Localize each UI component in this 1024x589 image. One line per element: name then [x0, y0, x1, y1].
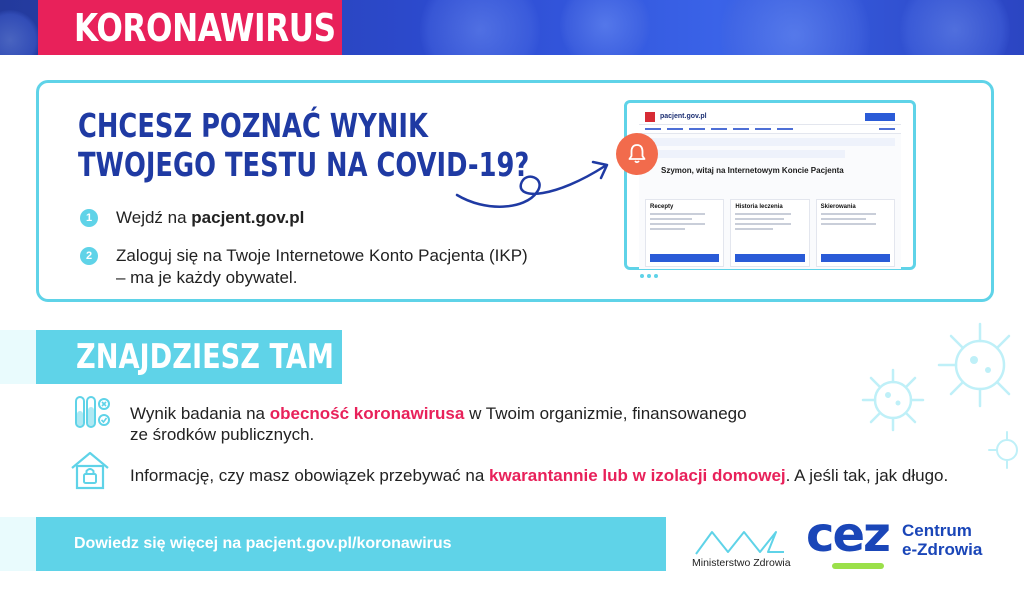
portal-column — [645, 199, 724, 267]
login-button — [865, 113, 895, 121]
virus-icon — [858, 365, 928, 435]
laptop-mockup — [624, 100, 916, 270]
column-title: Historia leczenia — [735, 204, 783, 210]
item-text: . A jeśli tak, jak długo. — [785, 466, 949, 485]
laptop-dots — [640, 274, 658, 278]
cez-name — [902, 521, 982, 559]
eagle-emblem-icon — [645, 112, 655, 122]
virus-icon — [985, 430, 1024, 470]
cez-accent-line — [832, 563, 884, 569]
footer-band — [0, 517, 36, 571]
cez-name-line-1: Centrum — [902, 521, 972, 540]
test-tubes-icon — [72, 393, 112, 433]
more-info-link[interactable]: Dowiedz się więcej na pacjent.gov.pl/koronawirus — [74, 535, 452, 552]
headline-line-1: CHCESZ POZNAĆ WYNIK — [78, 106, 428, 145]
item-text: w Twoim organizmie, finansowanego — [464, 404, 747, 423]
step-2 — [80, 245, 528, 289]
step-1 — [80, 207, 304, 229]
item-highlight: obecność koronawirusa — [269, 404, 465, 423]
quarantine-info-item — [130, 465, 948, 486]
curved-arrow-icon — [455, 150, 615, 220]
step-text-line-2: – ma je każdy obywatel. — [116, 268, 298, 287]
item-text: Informację, czy masz obowiązek przebywać na — [130, 466, 490, 485]
item-text: Wynik badania na — [130, 404, 270, 423]
portal-column — [816, 199, 895, 267]
step-text-line-1: Zaloguj się na Twoje Internetowe Konto Pacjenta (IKP) — [116, 246, 528, 265]
portal-logo-text: pacjent.gov.pl — [660, 113, 707, 120]
more-info-bar[interactable] — [36, 517, 666, 571]
section-band — [0, 330, 36, 384]
section-title: ZNAJDZIESZ TAM — [76, 337, 335, 377]
column-title: Recepty — [650, 204, 674, 210]
step-text: Wejdź na — [116, 208, 192, 227]
virus-icon — [930, 318, 1024, 412]
portal-welcome: Szymon, witaj na Internetowym Koncie Pacjenta — [661, 166, 844, 175]
section-title-badge — [36, 330, 342, 384]
cez-logo-mark: cez — [806, 507, 889, 563]
house-lock-icon — [68, 448, 112, 492]
portal-screenshot — [639, 109, 901, 269]
item-highlight: kwarantannie lub w izolacji domowej — [489, 466, 786, 485]
portal-column — [730, 199, 809, 267]
cez-name-line-2: e-Zdrowia — [902, 540, 983, 559]
bell-icon — [616, 133, 658, 175]
result-info-item — [130, 403, 747, 445]
headline — [78, 106, 530, 184]
column-title: Skierowania — [820, 204, 856, 210]
headline-line-2: TWOJEGO TESTU NA COVID-19? — [78, 145, 530, 184]
page-title: KORONAWIRUS — [74, 5, 336, 50]
site-link[interactable]: pacjent.gov.pl — [191, 208, 305, 227]
item-text-line-2: ze środków publicznych. — [130, 425, 315, 444]
page-title-badge — [38, 0, 342, 55]
step-number: 1 — [80, 209, 98, 227]
ministry-name: Ministerstwo Zdrowia — [692, 557, 791, 569]
step-number: 2 — [80, 247, 98, 265]
